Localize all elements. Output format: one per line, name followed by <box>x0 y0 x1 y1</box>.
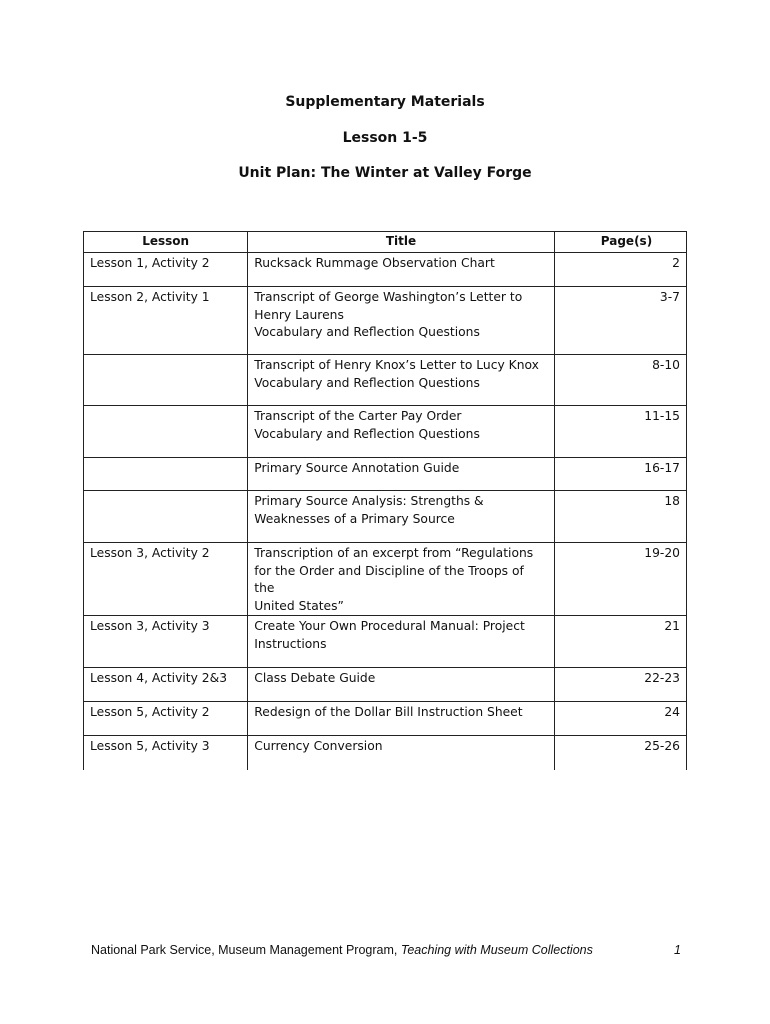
column-header-lesson: Lesson <box>84 232 248 253</box>
table-row <box>84 458 687 491</box>
materials-table <box>83 231 687 770</box>
cell-pages: 22-23 <box>554 668 686 702</box>
cell-pages: 18 <box>554 491 686 543</box>
cell-title: Currency Conversion <box>248 736 555 770</box>
table-row <box>84 668 687 702</box>
table-body <box>84 253 687 770</box>
cell-pages: 11-15 <box>554 406 686 458</box>
cell-lesson: Lesson 5, Activity 2 <box>84 702 248 736</box>
cell-pages: 21 <box>554 616 686 668</box>
cell-lesson <box>84 458 248 491</box>
footer-citation-italic: Teaching with Museum Collections <box>400 943 593 957</box>
table-row <box>84 355 687 406</box>
document-title: Supplementary Materials <box>285 94 485 110</box>
column-header-title: Title <box>248 232 555 253</box>
cell-title: Create Your Own Procedural Manual: Project Instructions <box>248 616 555 668</box>
cell-lesson: Lesson 2, Activity 1 <box>84 287 248 355</box>
table-row <box>84 616 687 668</box>
cell-title: Transcript of Henry Knox’s Letter to Lucy Knox Vocabulary and Reflection Questions <box>248 355 555 406</box>
cell-lesson: Lesson 4, Activity 2&3 <box>84 668 248 702</box>
cell-title: Class Debate Guide <box>248 668 555 702</box>
cell-title: Redesign of the Dollar Bill Instruction Sheet <box>248 702 555 736</box>
cell-lesson: Lesson 3, Activity 3 <box>84 616 248 668</box>
cell-pages: 3-7 <box>554 287 686 355</box>
table-row <box>84 491 687 543</box>
cell-lesson: Lesson 1, Activity 2 <box>84 253 248 287</box>
cell-pages: 2 <box>554 253 686 287</box>
table-row <box>84 702 687 736</box>
cell-lesson: Lesson 5, Activity 3 <box>84 736 248 770</box>
table-row <box>84 406 687 458</box>
cell-lesson <box>84 355 248 406</box>
page-number: 1 <box>674 943 681 957</box>
cell-lesson: Lesson 3, Activity 2 <box>84 543 248 616</box>
cell-lesson <box>84 406 248 458</box>
cell-title: Rucksack Rummage Observation Chart <box>248 253 555 287</box>
cell-lesson <box>84 491 248 543</box>
lesson-range-heading: Lesson 1-5 <box>342 130 428 146</box>
table-row <box>84 736 687 770</box>
cell-pages: 19-20 <box>554 543 686 616</box>
footer-citation <box>91 943 593 957</box>
unit-plan-heading: Unit Plan: The Winter at Valley Forge <box>238 165 532 181</box>
table-row <box>84 287 687 355</box>
cell-title: Primary Source Annotation Guide <box>248 458 555 491</box>
cell-title: Transcription of an excerpt from “Regulations for the Order and Discipline of the Troops of the United States” <box>248 543 555 616</box>
column-header-pages: Page(s) <box>554 232 686 253</box>
cell-title: Transcript of George Washington’s Letter to Henry Laurens Vocabulary and Reflection Questions <box>248 287 555 355</box>
cell-pages: 24 <box>554 702 686 736</box>
cell-title: Primary Source Analysis: Strengths & Weaknesses of a Primary Source <box>248 491 555 543</box>
cell-pages: 25-26 <box>554 736 686 770</box>
table-header-row <box>84 232 687 253</box>
cell-pages: 16-17 <box>554 458 686 491</box>
cell-pages: 8-10 <box>554 355 686 406</box>
table-row <box>84 253 687 287</box>
cell-title: Transcript of the Carter Pay Order Vocabulary and Reflection Questions <box>248 406 555 458</box>
table-row <box>84 543 687 616</box>
footer-citation-prefix: National Park Service, Museum Management Program, <box>91 943 401 957</box>
